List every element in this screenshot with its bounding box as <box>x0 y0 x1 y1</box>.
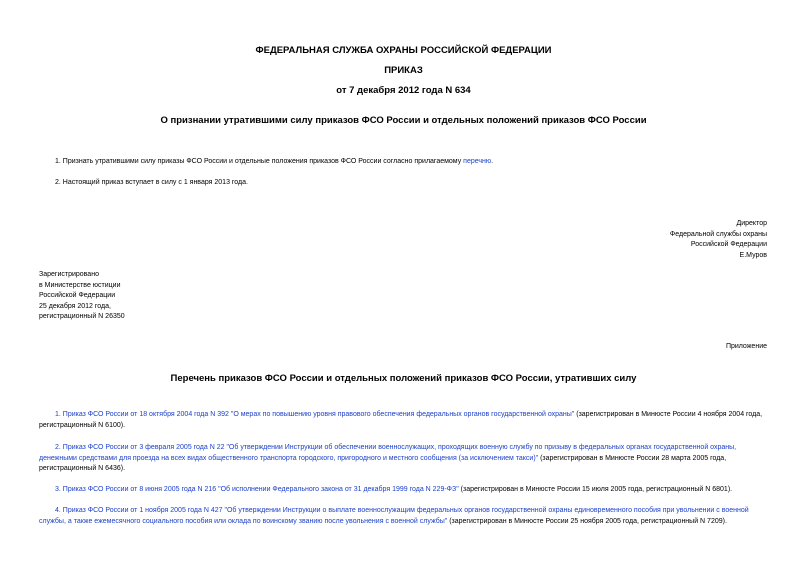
list-item-2 <box>39 443 769 475</box>
document-type: ПРИКАЗ <box>384 65 423 76</box>
list-item-4-rest: (зарегистрирован в Минюсте России 25 ноября 2005 года, регистрационный N 7209). <box>447 517 727 525</box>
list-item-4-link[interactable]: 4. Приказ ФСО России от 1 ноября 2005 года N 427 "Об утверждении Инструкции о выплате военнослужащим федеральных органов государственной охраны единовременного пособия при увольнении с военной службы, а также ежемесячного социального пособия или оклада по воинскому званию после увольнения с военной службы" <box>39 507 749 525</box>
document-subject: О признании утратившими силу приказов ФСО России и отдельных положений приказов ФСО России <box>160 115 647 126</box>
list-item-3-rest: (зарегистрирован в Минюсте России 15 июля 2005 года, регистрационный N 6801). <box>458 486 733 493</box>
list-item-2-rest: (зарегистрирован в Минюсте России 28 марта 2005 года, регистрационный N 6436). <box>39 454 727 472</box>
registration-line-5: регистрационный N 26350 <box>39 313 125 320</box>
appendix-link[interactable]: перечню <box>463 158 492 165</box>
organization-title: ФЕДЕРАЛЬНАЯ СЛУЖБА ОХРАНЫ РОССИЙСКОЙ ФЕДЕРАЦИИ <box>255 45 552 56</box>
list-item-1-rest: (зарегистрирован в Минюсте России 4 ноября 2004 года, регистрационный N 6100). <box>39 411 763 429</box>
signature-org-line2: Российской Федерации <box>690 241 767 248</box>
registration-line-2: в Министерстве юстиции <box>39 281 121 289</box>
list-item-1 <box>39 410 769 431</box>
signature-block <box>670 219 767 261</box>
registration-line-1: Зарегистрировано <box>39 271 99 278</box>
list-item-4 <box>39 506 769 527</box>
paragraph-2: 2. Настоящий приказ вступает в силу с 1 января 2013 года. <box>55 179 248 186</box>
registration-line-3: Российской Федерации <box>39 292 116 299</box>
list-item-2-link[interactable]: 2. Приказ ФСО России от 3 февраля 2005 года N 22 "Об утверждении Инструкции об обеспечении военнослужащих, проходящих военную службу по призыву в федеральных органах государственной охраны, денежными средствами для проезда на всех видах общественного транспорта городского, пригородного и местного сообщения (за исключением такси)" <box>39 444 737 462</box>
appendix-label: Приложение <box>725 343 767 350</box>
registration-line-4: 25 декабря 2012 года, <box>39 302 111 310</box>
paragraph-1 <box>39 157 769 168</box>
signature-position: Директор <box>736 220 767 227</box>
paragraph-1-end: . <box>491 158 494 165</box>
list-item-1-link[interactable]: 1. Приказ ФСО России от 18 октября 2004 года N 392 "О мерах по повышению уровня правового обеспечения федеральных органов государственной охраны" <box>55 411 575 418</box>
appendix-title: Перечень приказов ФСО России и отдельных положений приказов ФСО России, утративших силу <box>170 373 637 384</box>
list-item-3-link[interactable]: 3. Приказ ФСО России от 8 июня 2005 года N 216 "Об исполнении Федерального закона от 31 декабря 1999 года N 229-ФЗ" <box>55 486 459 493</box>
signature-org-line1: Федеральной службы охраны <box>669 230 767 238</box>
registration-block <box>39 270 125 323</box>
list-item-3 <box>39 485 769 496</box>
signature-name: Е.Муров <box>739 251 767 259</box>
document-date-number: от 7 декабря 2012 года N 634 <box>336 85 471 96</box>
paragraph-1-text: 1. Признать утратившими силу приказы ФСО России и отдельные положения приказов ФСО России согласно прилагаемому <box>55 158 464 165</box>
